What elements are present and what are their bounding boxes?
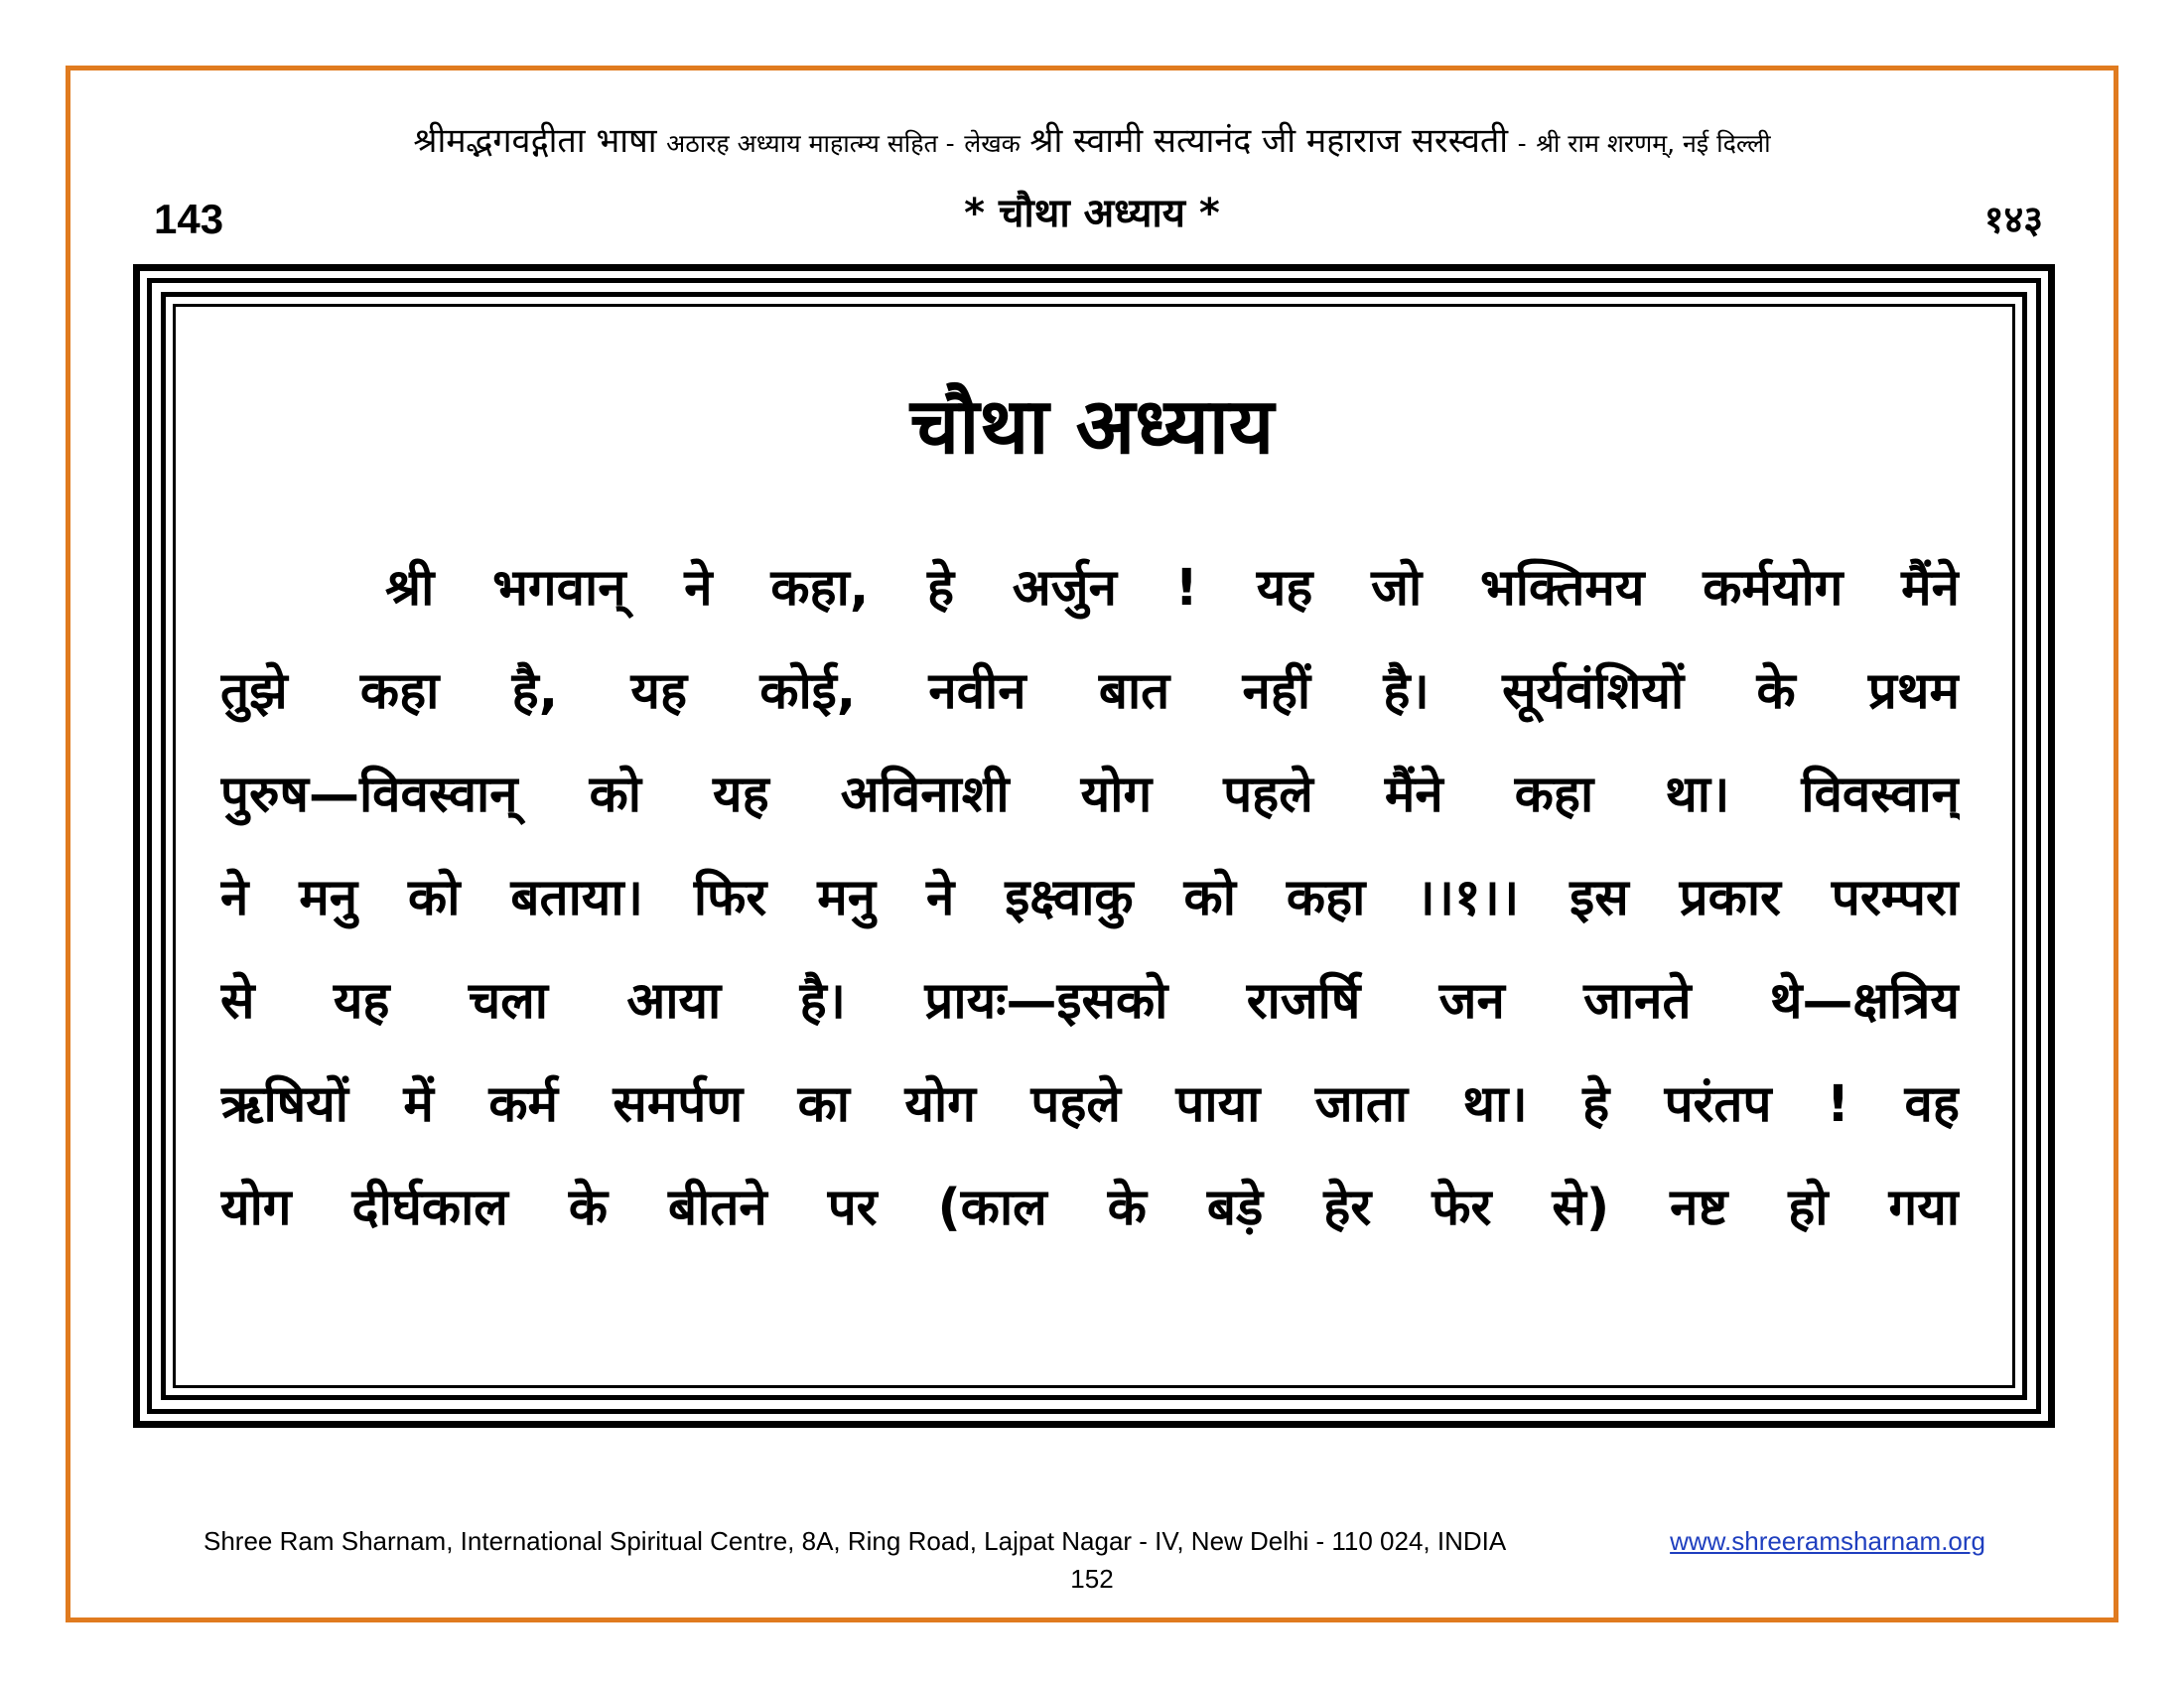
author-label: लेखक [964, 129, 1021, 158]
book-subtitle: अठारह अध्याय माहात्म्य सहित - [666, 129, 955, 158]
author-name: श्री स्वामी सत्यानंद जी महाराज सरस्वती [1029, 121, 1509, 161]
footer-address: Shree Ram Sharnam, International Spiritual Centre, 8A, Ring Road, Lajpat Nagar - IV, New Delhi - 110 024, INDIA [204, 1526, 1507, 1556]
page-number-arabic: 143 [154, 196, 224, 242]
verse-line: योग दीर्घकाल के बीतने पर (काल के बड़े हेर फेर से) नष्ट हो गया [220, 1179, 1960, 1237]
verse-line: से यह चला आया है। प्रायः—इसको राजर्षि जन जानते थे—क्षत्रिय [220, 972, 1960, 1031]
chapter-title: चौथा अध्याय [909, 382, 1275, 472]
verse-text [220, 544, 1960, 1267]
website-link[interactable]: www.shreeramsharnam.org [1670, 1526, 1985, 1556]
publisher-name: श्री राम शरणम्, नई दिल्ली [1536, 129, 1771, 158]
running-header [0, 121, 2184, 164]
verse-line: ने मनु को बताया। फिर मनु ने इक्ष्वाकु को कहा ।।१।। इस प्रकार परम्परा [220, 869, 1960, 927]
footer-page-number: 152 [1070, 1564, 1114, 1594]
header-separator: - [1517, 129, 1527, 158]
verse-line: पुरुष—विवस्वान् को यह अविनाशी योग पहले मैंने कहा था। विवस्वान् [220, 766, 1960, 824]
verse-line: तुझे कहा है, यह कोई, नवीन बात नहीं है। सूर्यवंशियों के प्रथम [220, 662, 1960, 721]
verse-line: ऋषियों में कर्म समर्पण का योग पहले पाया जाता था। हे परंतप ! वह [220, 1075, 1960, 1134]
verse-line: श्री भगवान् ने कहा, हे अर्जुन ! यह जो भक्तिमय कर्मयोग मैंने [385, 559, 1960, 618]
page-number-devanagari: १४३ [1983, 198, 2043, 241]
chapter-header: * चौथा अध्याय * [964, 191, 1220, 236]
book-title: श्रीमद्भगवद्गीता भाषा [413, 121, 657, 161]
